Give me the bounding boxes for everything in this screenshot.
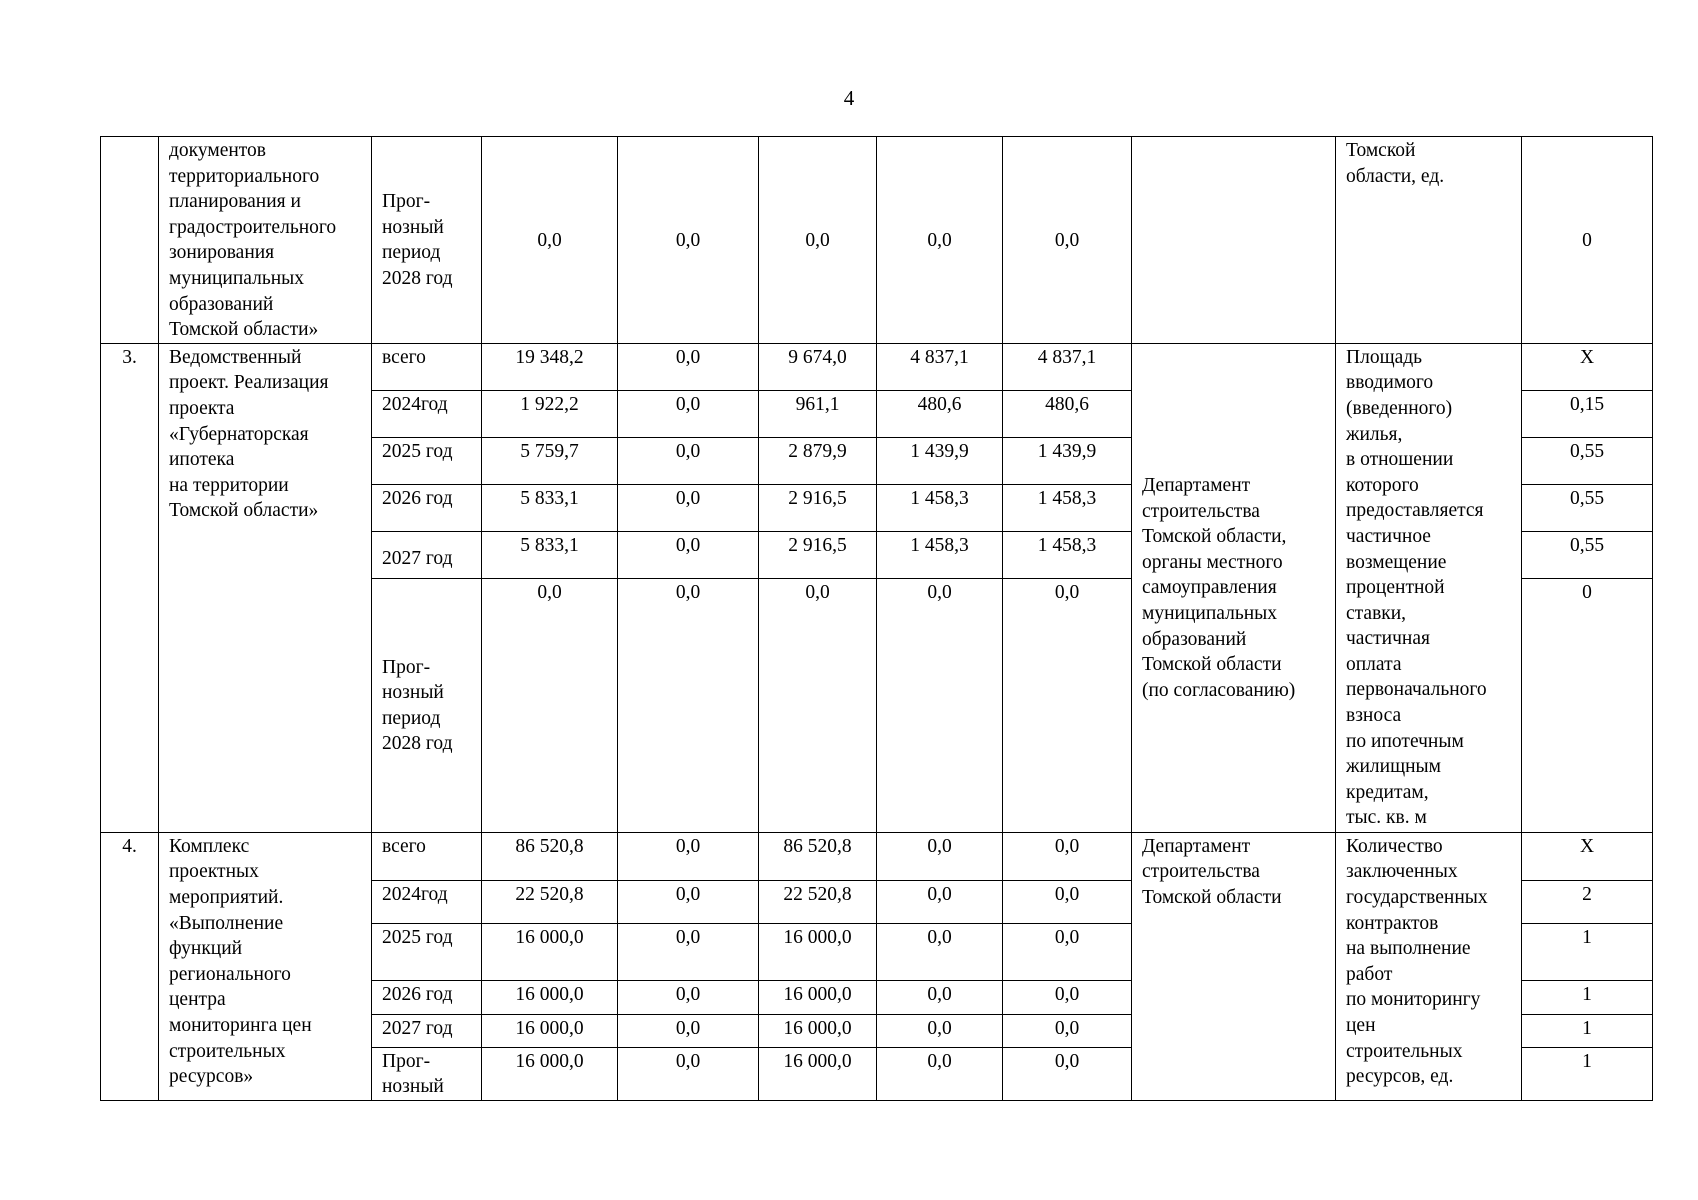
cell-value: 16 000,0 xyxy=(482,1014,618,1047)
cell-value: 0,0 xyxy=(1003,1014,1132,1047)
cell-value: 5 833,1 xyxy=(482,531,618,578)
cell-value: 2 916,5 xyxy=(759,484,877,531)
cell-value: 1 439,9 xyxy=(1003,437,1132,484)
cell-target: 0,55 xyxy=(1522,531,1653,578)
cell-value: 2 879,9 xyxy=(759,437,877,484)
cell-value: 0,0 xyxy=(618,484,759,531)
cell-indicator: Площадь вводимого (введенного) жилья, в отношении которого предоставляется частичное возмещение процентной ставки, частичная оплата первоначального взноса по ипотечным жилищным кредитам, тыс. кв. м xyxy=(1336,343,1522,832)
cell-value: 1 439,9 xyxy=(877,437,1003,484)
cell-value: 0,0 xyxy=(1003,923,1132,980)
cell-value: 0,0 xyxy=(618,1047,759,1100)
cell-value: 0,0 xyxy=(877,1014,1003,1047)
cell-value: 0,0 xyxy=(618,531,759,578)
cell-value: 0,0 xyxy=(877,578,1003,832)
cell-value: 16 000,0 xyxy=(759,1014,877,1047)
cell-value: 0,0 xyxy=(482,578,618,832)
cell-name: документов территориального планирования и градостроительного зонирования муниципальных образований Томской области» xyxy=(159,137,372,344)
page-number: 4 xyxy=(843,86,855,110)
cell-target: 1 xyxy=(1522,980,1653,1014)
cell-value: 5 833,1 xyxy=(482,484,618,531)
cell-value: 0,0 xyxy=(618,1014,759,1047)
cell-period: 2024год xyxy=(372,880,482,923)
cell-value: 16 000,0 xyxy=(482,1047,618,1100)
cell-value: 0,0 xyxy=(482,137,618,344)
cell-indicator: Томской области, ед. xyxy=(1336,137,1522,344)
program-table xyxy=(100,136,1653,1101)
cell-value: 0,0 xyxy=(618,437,759,484)
cell-target: 0,55 xyxy=(1522,484,1653,531)
cell-value: 0,0 xyxy=(877,1047,1003,1100)
cell-value: 0,0 xyxy=(618,832,759,880)
cell-value: 0,0 xyxy=(1003,980,1132,1014)
cell-number: 4. xyxy=(101,832,159,1100)
cell-executor: Департамент строительства Томской области, органы местного самоуправления муниципальных образований Томской области (по согласованию) xyxy=(1132,343,1336,832)
cell-value: 0,0 xyxy=(618,137,759,344)
cell-period: Прог- нозный период 2028 год xyxy=(372,578,482,832)
cell-value: 4 837,1 xyxy=(1003,343,1132,390)
cell-value: 961,1 xyxy=(759,390,877,437)
cell-period: 2025 год xyxy=(372,437,482,484)
cell-value: 2 916,5 xyxy=(759,531,877,578)
cell-value: 0,0 xyxy=(877,923,1003,980)
cell-value: 0,0 xyxy=(1003,832,1132,880)
cell-period: всего xyxy=(372,832,482,880)
cell-value: 0,0 xyxy=(1003,880,1132,923)
cell-name: Комплекс проектных мероприятий. «Выполнение функций регионального центра мониторинга цен строительных ресурсов» xyxy=(159,832,372,1100)
cell-target: 1 xyxy=(1522,923,1653,980)
cell-period: 2026 год xyxy=(372,980,482,1014)
cell-target: 0,15 xyxy=(1522,390,1653,437)
cell-value: 1 458,3 xyxy=(1003,484,1132,531)
table-row xyxy=(101,832,1653,880)
cell-value: 19 348,2 xyxy=(482,343,618,390)
cell-value: 1 458,3 xyxy=(877,531,1003,578)
cell-value: 0,0 xyxy=(618,343,759,390)
cell-value: 22 520,8 xyxy=(482,880,618,923)
cell-value: 16 000,0 xyxy=(482,923,618,980)
cell-target: Х xyxy=(1522,832,1653,880)
cell-value: 16 000,0 xyxy=(759,980,877,1014)
table-row xyxy=(101,137,1653,344)
cell-value: 16 000,0 xyxy=(482,980,618,1014)
cell-value: 5 759,7 xyxy=(482,437,618,484)
cell-value: 480,6 xyxy=(877,390,1003,437)
cell-value: 4 837,1 xyxy=(877,343,1003,390)
cell-period: 2027 год xyxy=(372,531,482,578)
cell-period: 2026 год xyxy=(372,484,482,531)
cell-value: 0,0 xyxy=(618,390,759,437)
cell-value: 16 000,0 xyxy=(759,923,877,980)
cell-value: 86 520,8 xyxy=(759,832,877,880)
cell-value: 0,0 xyxy=(618,980,759,1014)
cell-value: 0,0 xyxy=(877,137,1003,344)
cell-value: 0,0 xyxy=(877,880,1003,923)
cell-period: Прог- нозный период 2028 год xyxy=(372,137,482,344)
cell-value: 0,0 xyxy=(618,880,759,923)
cell-value: 0,0 xyxy=(1003,578,1132,832)
cell-period: 2024год xyxy=(372,390,482,437)
cell-period: всего xyxy=(372,343,482,390)
cell-period: 2025 год xyxy=(372,923,482,980)
cell-value: 1 922,2 xyxy=(482,390,618,437)
cell-period: Прог- нозный xyxy=(372,1047,482,1100)
cell-value: 0,0 xyxy=(759,137,877,344)
cell-value: 0,0 xyxy=(877,832,1003,880)
cell-value: 0,0 xyxy=(1003,1047,1132,1100)
cell-value: 16 000,0 xyxy=(759,1047,877,1100)
cell-indicator: Количество заключенных государственных контрактов на выполнение работ по мониторингу цен строительных ресурсов, ед. xyxy=(1336,832,1522,1100)
cell-number xyxy=(101,137,159,344)
cell-value: 480,6 xyxy=(1003,390,1132,437)
cell-target: Х xyxy=(1522,343,1653,390)
table-row xyxy=(101,343,1653,390)
cell-target: 0 xyxy=(1522,137,1653,344)
cell-period: 2027 год xyxy=(372,1014,482,1047)
cell-target: 1 xyxy=(1522,1014,1653,1047)
cell-value: 22 520,8 xyxy=(759,880,877,923)
cell-target: 1 xyxy=(1522,1047,1653,1100)
cell-value: 1 458,3 xyxy=(877,484,1003,531)
cell-value: 0,0 xyxy=(877,980,1003,1014)
cell-target: 0,55 xyxy=(1522,437,1653,484)
cell-name: Ведомственный проект. Реализация проекта «Губернаторская ипотека на территории Томской области» xyxy=(159,343,372,832)
cell-value: 1 458,3 xyxy=(1003,531,1132,578)
cell-value: 86 520,8 xyxy=(482,832,618,880)
cell-value: 0,0 xyxy=(618,923,759,980)
cell-value: 0,0 xyxy=(618,578,759,832)
cell-value: 0,0 xyxy=(1003,137,1132,344)
cell-number: 3. xyxy=(101,343,159,832)
cell-target: 2 xyxy=(1522,880,1653,923)
cell-value: 9 674,0 xyxy=(759,343,877,390)
cell-executor xyxy=(1132,137,1336,344)
cell-target: 0 xyxy=(1522,578,1653,832)
cell-value: 0,0 xyxy=(759,578,877,832)
cell-executor: Департамент строительства Томской области xyxy=(1132,832,1336,1100)
